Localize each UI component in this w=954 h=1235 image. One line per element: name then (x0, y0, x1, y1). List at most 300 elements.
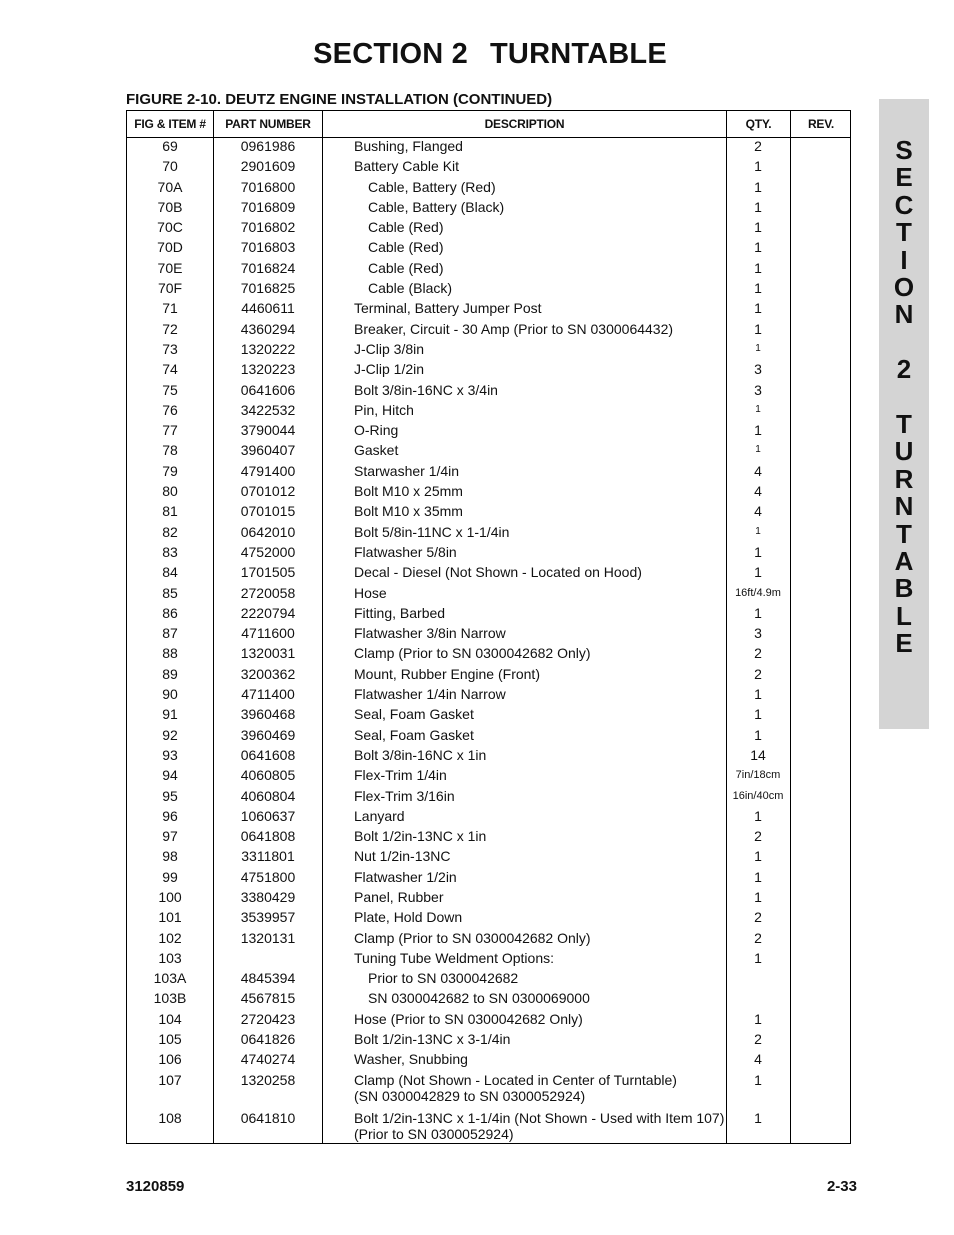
table-row (127, 990, 850, 1010)
part-number-cell: 4740274 (240, 1051, 296, 1068)
part-number-cell: 4060805 (240, 767, 296, 784)
item-number-cell: 88 (162, 645, 178, 662)
table-row (127, 361, 850, 381)
table-row (127, 239, 850, 259)
description-line: Nut 1/2in-13NC (354, 848, 451, 865)
table-row (127, 747, 850, 767)
description-cell (354, 666, 734, 683)
description-line: Bolt 5/8in-11NC x 1-1/4in (354, 523, 510, 540)
part-number-cell: 3790044 (240, 422, 296, 439)
section-name: TURNTABLE (490, 38, 667, 70)
qty-cell: 2 (754, 1031, 762, 1048)
qty-cell: 1 (754, 259, 762, 276)
part-number-cell: 0641808 (240, 828, 296, 845)
description-line: Cable, Battery (Black) (368, 198, 505, 215)
description-cell (354, 747, 734, 764)
qty-cell: 1 (754, 543, 762, 560)
part-number-cell: 2901609 (240, 158, 296, 175)
description-line: Flatwasher 5/8in (354, 543, 457, 560)
item-number-cell: 90 (162, 686, 178, 703)
description-line: Bolt 3/8in-16NC x 1in (354, 746, 487, 763)
item-number-cell: 101 (158, 909, 182, 926)
table-row (127, 483, 850, 503)
page-number: 2-33 (826, 1178, 857, 1195)
part-number-cell: 0641608 (240, 746, 296, 763)
description-line: Bolt 1/2in-13NC x 3-1/4in (354, 1031, 511, 1048)
part-number-cell: 1701505 (240, 564, 296, 581)
table-row (127, 260, 850, 280)
description-cell (354, 625, 734, 642)
description-cell (354, 442, 734, 459)
qty-cell: 3 (754, 381, 762, 398)
part-number-cell: 3422532 (240, 401, 296, 418)
qty-cell: 1 (754, 280, 762, 297)
part-number-cell: 7016824 (240, 259, 296, 276)
qty-cell: 1 (754, 868, 762, 885)
side-tab-letter: A (894, 546, 914, 576)
item-number-cell: 70 (162, 158, 178, 175)
qty-cell: 1 (754, 158, 762, 175)
qty-cell: 14 (750, 746, 766, 763)
description-line: Washer, Snubbing (354, 1051, 468, 1068)
table-row (127, 321, 850, 341)
qty-cell: 1 (755, 342, 761, 354)
side-tab-letter: S (895, 135, 913, 165)
qty-cell: 1 (754, 848, 762, 865)
qty-cell: 2 (754, 645, 762, 662)
table-body (127, 138, 850, 1148)
description-cell (354, 361, 734, 378)
table-row (127, 564, 850, 584)
qty-cell: 1 (754, 807, 762, 824)
item-number-cell: 70B (157, 198, 183, 215)
description-cell (368, 199, 748, 216)
table-row (127, 1031, 850, 1051)
description-cell (354, 158, 734, 175)
part-number-cell: 0701012 (240, 483, 296, 500)
item-number-cell: 84 (162, 564, 178, 581)
description-cell (354, 483, 734, 500)
figure-title: FIGURE 2-10. DEUTZ ENGINE INSTALLATION (CONTINUED) (126, 91, 553, 108)
description-line: Starwasher 1/4in (354, 462, 460, 479)
description-line: Flatwasher 1/2in (354, 868, 457, 885)
description-line: Flex-Trim 1/4in (354, 767, 447, 784)
description-line: J-Clip 1/2in (354, 361, 425, 378)
description-line: O-Ring (354, 422, 399, 439)
column-header-part-number: PART NUMBER (225, 117, 311, 131)
item-number-cell: 94 (162, 767, 178, 784)
item-number-cell: 76 (162, 401, 178, 418)
item-number-cell: 69 (162, 138, 178, 154)
item-number-cell: 97 (162, 828, 178, 845)
qty-cell: 3 (754, 625, 762, 642)
item-number-cell: 91 (162, 706, 178, 723)
description-line: Flex-Trim 3/16in (354, 787, 455, 804)
part-number-cell: 1320223 (240, 361, 296, 378)
table-row (127, 300, 850, 320)
side-tab-letter: R (894, 463, 914, 494)
description-line: Gasket (354, 442, 399, 459)
table-row (127, 179, 850, 199)
part-number-cell: 1320222 (240, 340, 296, 357)
description-line: Seal, Foam Gasket (354, 706, 474, 723)
description-line: Bushing, Flanged (354, 138, 463, 154)
qty-cell: 7in/18cm (735, 769, 781, 782)
qty-cell: 1 (754, 198, 762, 215)
description-cell (354, 138, 734, 155)
item-number-cell: 106 (158, 1051, 182, 1068)
item-number-cell: 100 (158, 888, 182, 905)
part-number-cell: 0701015 (240, 503, 296, 520)
description-line: Cable, Battery (Red) (368, 178, 496, 195)
description-cell (354, 463, 734, 480)
side-tab-letter: N (894, 299, 914, 330)
item-number-cell: 78 (162, 442, 178, 459)
part-number-cell: 4845394 (240, 970, 296, 987)
item-number-cell: 89 (162, 665, 178, 682)
table-row (127, 605, 850, 625)
table-row (127, 138, 850, 158)
table-row (127, 950, 850, 970)
item-number-cell: 108 (158, 1109, 182, 1126)
description-cell (354, 382, 734, 399)
part-number-cell: 3960468 (240, 706, 296, 723)
side-tab-letter: E (895, 628, 913, 659)
description-cell (354, 869, 734, 886)
table-row (127, 280, 850, 300)
table-row (127, 422, 850, 442)
description-cell (354, 1011, 734, 1028)
item-number-cell: 102 (158, 929, 182, 946)
part-number-cell: 4751800 (240, 868, 296, 885)
part-number-cell: 7016803 (240, 239, 296, 256)
side-tab-letter: L (896, 600, 912, 631)
description-cell (354, 402, 734, 419)
qty-cell: 1 (754, 604, 762, 621)
description-line: Flatwasher 1/4in Narrow (354, 686, 506, 703)
table-row (127, 544, 850, 564)
qty-cell: 2 (754, 909, 762, 926)
table-row (127, 1110, 850, 1148)
description-cell (354, 605, 734, 622)
part-number-cell: 3539957 (240, 909, 296, 926)
description-cell (354, 767, 734, 784)
part-number-cell: 1320131 (240, 929, 296, 946)
parts-table (126, 110, 851, 1144)
qty-cell: 16ft/4.9m (735, 586, 781, 599)
description-cell (354, 503, 734, 520)
part-number-cell: 7016809 (240, 198, 296, 215)
part-number-cell: 4060804 (240, 787, 296, 804)
qty-cell: 4 (754, 503, 762, 520)
description-cell (368, 179, 748, 196)
part-number-cell: 4711600 (241, 625, 295, 642)
description-cell (368, 260, 748, 277)
table-row (127, 1051, 850, 1071)
qty-cell: 1 (754, 320, 762, 337)
table-row (127, 158, 850, 178)
description-cell (354, 1051, 734, 1068)
table-row (127, 199, 850, 219)
part-number-cell: 0641606 (240, 381, 296, 398)
description-cell (354, 300, 734, 317)
description-line: Hose (Prior to SN 0300042682 Only) (354, 1010, 583, 1027)
description-cell (368, 239, 748, 256)
table-row (127, 808, 850, 828)
section-title (0, 38, 954, 71)
table-row (127, 828, 850, 848)
table-row (127, 869, 850, 889)
item-number-cell: 86 (162, 604, 178, 621)
qty-cell: 16in/40cm (732, 789, 784, 802)
part-number-cell: 3200362 (240, 665, 296, 682)
item-number-cell: 75 (162, 381, 178, 398)
description-cell (354, 1110, 734, 1143)
part-number-cell: 0641810 (240, 1109, 296, 1126)
table-row (127, 503, 850, 523)
description-line: Clamp (Prior to SN 0300042682 Only) (354, 645, 591, 662)
side-tab-letter: C (894, 189, 914, 220)
item-number-cell: 81 (162, 503, 178, 520)
qty-cell: 1 (754, 949, 762, 966)
description-cell (354, 950, 734, 967)
table-row (127, 909, 850, 929)
item-number-cell: 93 (162, 746, 178, 763)
description-line: J-Clip 3/8in (354, 340, 425, 357)
description-line: Bolt 1/2in-13NC x 1-1/4in (Not Shown - Used with Item 107) (354, 1109, 725, 1126)
qty-cell: 1 (754, 300, 762, 317)
description-line: Bolt M10 x 25mm (354, 483, 463, 500)
item-number-cell: 77 (162, 422, 178, 439)
description-line: Battery Cable Kit (354, 158, 460, 175)
description-line: Terminal, Battery Jumper Post (354, 300, 542, 317)
description-line: Cable (Red) (368, 259, 444, 276)
column-header-description: DESCRIPTION (484, 117, 565, 131)
qty-cell: 1 (754, 422, 762, 439)
description-cell (354, 848, 734, 865)
side-tab-letter: T (896, 217, 912, 248)
table-row (127, 645, 850, 665)
qty-cell: 2 (754, 138, 762, 154)
description-line: Bolt 3/8in-16NC x 3/4in (354, 381, 498, 398)
item-number-cell: 107 (158, 1071, 182, 1088)
qty-cell: 1 (754, 1109, 762, 1126)
qty-cell: 2 (754, 828, 762, 845)
part-number-cell: 4791400 (240, 462, 296, 479)
description-line-2: (Prior to SN 0300052924) (354, 1126, 514, 1143)
description-cell (354, 524, 734, 541)
item-number-cell: 103 (158, 949, 182, 966)
item-number-cell: 87 (162, 625, 178, 642)
table-row (127, 382, 850, 402)
description-cell (354, 544, 734, 561)
item-number-cell: 95 (162, 787, 178, 804)
qty-cell: 1 (755, 525, 761, 537)
description-cell (354, 909, 734, 926)
side-tab-letter: T (896, 518, 912, 549)
description-line: Hose (354, 584, 387, 601)
part-number-cell: 2220794 (240, 604, 296, 621)
part-number-cell: 7016802 (240, 219, 296, 236)
description-line: Clamp (Not Shown - Located in Center of Turntable) (354, 1071, 677, 1088)
description-line: Lanyard (354, 807, 405, 824)
part-number-cell: 3960407 (240, 442, 296, 459)
part-number-cell: 4752000 (240, 543, 296, 560)
part-number-cell: 1060637 (240, 807, 296, 824)
qty-cell: 4 (754, 462, 762, 479)
table-row (127, 706, 850, 726)
table-row (127, 686, 850, 706)
part-number-cell: 7016800 (240, 178, 296, 195)
qty-cell: 1 (754, 888, 762, 905)
document-number: 3120859 (126, 1178, 185, 1195)
side-tab-letter: T (896, 409, 912, 439)
item-number-cell: 85 (162, 584, 178, 601)
table-row (127, 442, 850, 462)
table-row (127, 767, 850, 787)
side-tab-letter: I (900, 244, 908, 275)
description-cell (354, 564, 734, 581)
description-cell (354, 645, 734, 662)
item-number-cell: 99 (162, 868, 178, 885)
qty-cell: 2 (754, 929, 762, 946)
item-number-cell: 71 (162, 300, 178, 317)
description-cell (354, 1072, 734, 1105)
table-row (127, 970, 850, 990)
table-row (127, 1011, 850, 1031)
part-number-cell: 4711400 (241, 686, 295, 703)
item-number-cell: 73 (162, 340, 178, 357)
part-number-cell: 3380429 (240, 888, 296, 905)
part-number-cell: 0642010 (240, 523, 296, 540)
table-row (127, 625, 850, 645)
part-number-cell: 4460611 (241, 300, 295, 317)
description-line: Bolt M10 x 35mm (354, 503, 463, 520)
part-number-cell: 3960469 (240, 726, 296, 743)
column-header-qty: QTY. (745, 117, 772, 131)
description-line: Seal, Foam Gasket (354, 726, 474, 743)
description-cell (354, 889, 734, 906)
item-number-cell: 96 (162, 807, 178, 824)
table-row (127, 848, 850, 868)
description-cell (354, 706, 734, 723)
description-line: Cable (Black) (368, 280, 453, 297)
description-line: Cable (Red) (368, 219, 444, 236)
description-line: Tuning Tube Weldment Options: (354, 949, 554, 966)
description-line: Pin, Hitch (354, 401, 414, 418)
item-number-cell: 92 (162, 726, 178, 743)
table-row (127, 889, 850, 909)
qty-cell: 3 (754, 361, 762, 378)
table-row (127, 341, 850, 361)
description-line: Plate, Hold Down (354, 909, 463, 926)
item-number-cell: 74 (162, 361, 178, 378)
description-cell (354, 727, 734, 744)
qty-cell: 1 (754, 1010, 762, 1027)
part-number-cell: 2720058 (240, 584, 296, 601)
section-side-tab (879, 99, 929, 729)
table-row (127, 666, 850, 686)
table-row (127, 219, 850, 239)
description-line: Cable (Red) (368, 239, 444, 256)
table-row (127, 463, 850, 483)
table-row (127, 788, 850, 808)
description-line: Mount, Rubber Engine (Front) (354, 665, 540, 682)
description-line: Bolt 1/2in-13NC x 1in (354, 828, 487, 845)
side-tab-letter: O (893, 272, 915, 302)
table-row (127, 402, 850, 422)
side-tab-letter: 2 (896, 354, 912, 385)
description-line: Panel, Rubber (354, 888, 444, 905)
item-number-cell: 70D (157, 239, 183, 256)
description-cell (354, 808, 734, 825)
item-number-cell: 70A (157, 178, 183, 195)
qty-cell: 2 (754, 665, 762, 682)
part-number-cell: 1320258 (240, 1071, 296, 1088)
description-cell (354, 1031, 734, 1048)
table-row (127, 524, 850, 544)
part-number-cell: 4567815 (240, 990, 296, 1007)
description-line-2: (SN 0300042829 to SN 0300052924) (354, 1088, 586, 1105)
qty-cell: 1 (754, 219, 762, 236)
table-row (127, 1072, 850, 1110)
item-number-cell: 98 (162, 848, 178, 865)
item-number-cell: 83 (162, 543, 178, 560)
column-header-rev: REV. (807, 117, 835, 131)
item-number-cell: 80 (162, 483, 178, 500)
description-cell (354, 341, 734, 358)
table-row (127, 930, 850, 950)
qty-cell: 1 (754, 686, 762, 703)
side-tab-letter: N (894, 491, 914, 522)
item-number-cell: 82 (162, 523, 178, 540)
description-cell (368, 970, 748, 987)
description-cell (354, 321, 734, 338)
description-cell (354, 828, 734, 845)
item-number-cell: 103B (153, 990, 187, 1007)
part-number-cell: 1320031 (240, 645, 296, 662)
qty-cell: 1 (754, 178, 762, 195)
part-number-cell: 2720423 (240, 1010, 296, 1027)
description-cell (354, 788, 734, 805)
qty-cell: 4 (754, 1051, 762, 1068)
part-number-cell: 4360294 (240, 320, 296, 337)
description-cell (368, 219, 748, 236)
side-tab-letter: U (894, 436, 914, 467)
part-number-cell: 0961986 (240, 138, 296, 154)
description-line: Decal - Diesel (Not Shown - Located on Hood) (354, 564, 642, 581)
qty-cell: 1 (754, 564, 762, 581)
qty-cell: 1 (755, 444, 761, 456)
description-cell (368, 280, 748, 297)
item-number-cell: 70E (157, 259, 183, 276)
qty-cell: 1 (755, 403, 761, 415)
description-cell (354, 422, 734, 439)
description-line: Flatwasher 3/8in Narrow (354, 625, 506, 642)
section-label: SECTION 2 (313, 38, 469, 70)
column-header-item: FIG & ITEM # (134, 117, 206, 131)
qty-cell: 1 (754, 726, 762, 743)
item-number-cell: 105 (158, 1031, 182, 1048)
description-line: Breaker, Circuit - 30 Amp (Prior to SN 0300064432) (354, 320, 674, 337)
item-number-cell: 79 (162, 462, 178, 479)
table-row (127, 585, 850, 605)
item-number-cell: 103A (153, 970, 187, 987)
item-number-cell: 104 (158, 1010, 182, 1027)
part-number-cell: 7016825 (240, 280, 296, 297)
qty-cell: 1 (754, 239, 762, 256)
description-cell (354, 930, 734, 947)
